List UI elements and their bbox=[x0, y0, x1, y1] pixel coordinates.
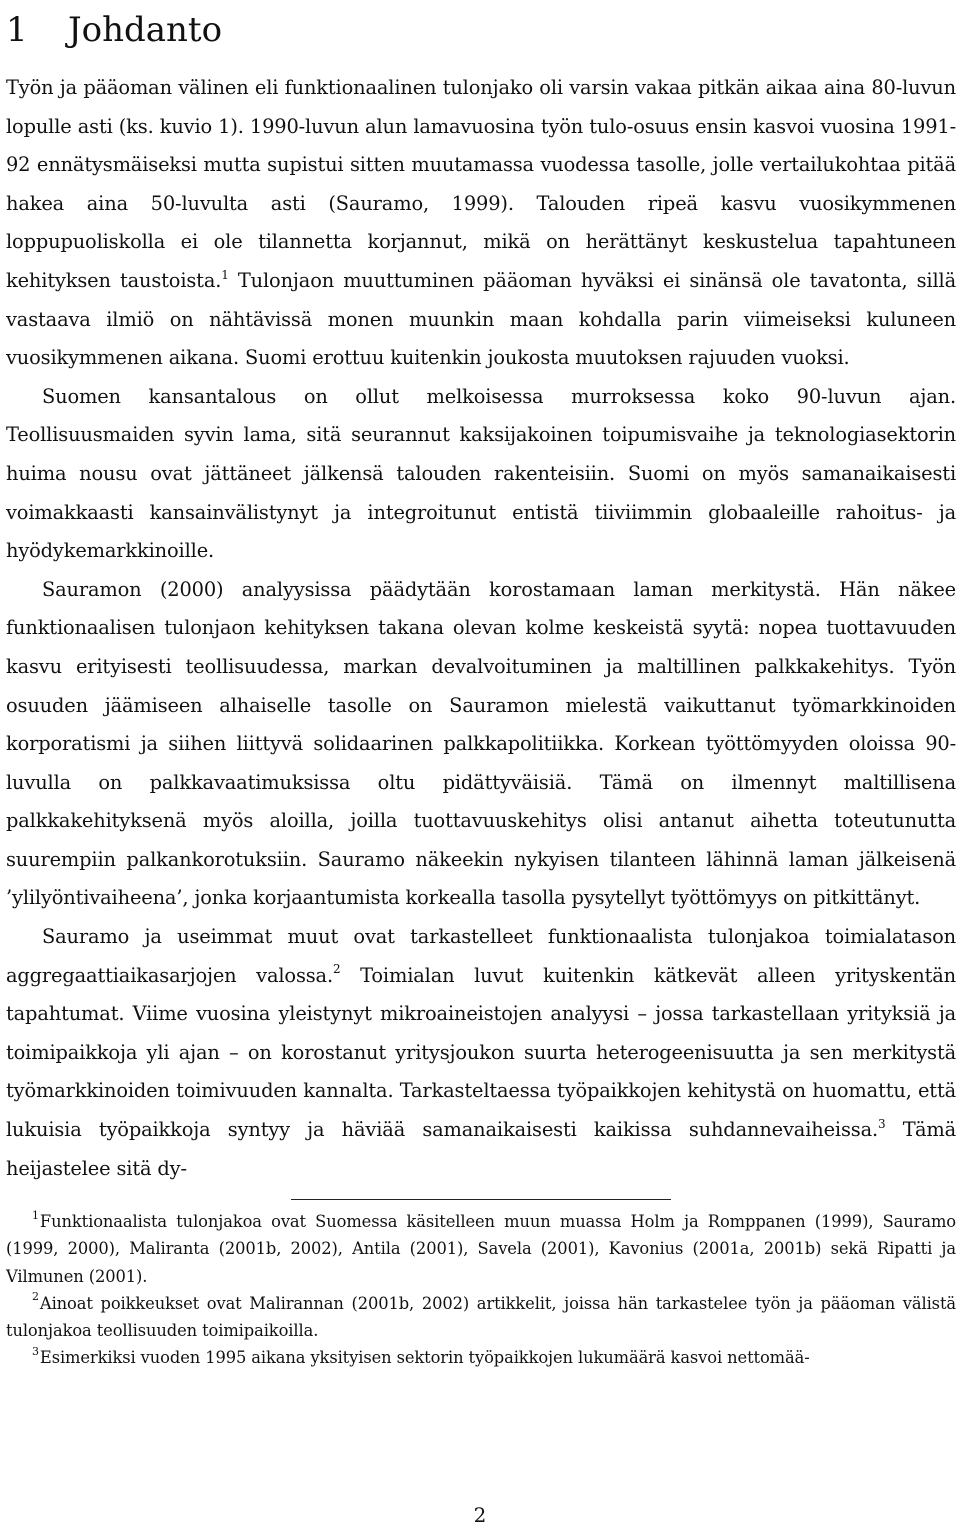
paragraph-text: Tulonjaon muuttuminen pääoman hyväksi ei sinänsä ole tavatonta, sillä vastaava ilmiö on nähtävissä monen muunkin maan kohdalla parin viimeiseksi kuluneen vuosikymmenen aikana. Suomi erottuu kuitenkin joukosta muutoksen rajuuden vuoksi. bbox=[6, 268, 956, 370]
paragraph-text: Suomen kansantalous on ollut melkoisessa murroksessa koko 90-luvun ajan. Teollisuusmaiden syvin lama, sitä seurannut kaksijakoinen toipumisvaihe ja teknologiasektorin huima nousu ovat jättäneet jälkensä talouden rakenteisiin. Suomi on myös samanaikaisesti voimakkaasti kansainvälistynyt ja integroitunut entistä tiiviimmin globaaleille rahoitus- ja hyödykemarkkinoille. bbox=[6, 384, 956, 563]
footnote-separator bbox=[291, 1199, 671, 1200]
document-page bbox=[6, 0, 956, 1371]
footnote bbox=[6, 1208, 956, 1290]
paragraph bbox=[6, 378, 956, 571]
footnote-reference[interactable]: 1 bbox=[221, 267, 229, 282]
footnote-reference[interactable]: 2 bbox=[332, 962, 341, 977]
footnote-text: Esimerkiksi vuoden 1995 aikana yksityisen sektorin työpaikkojen lukumäärä kasvoi nettomää- bbox=[39, 1348, 810, 1368]
section-heading bbox=[6, 0, 956, 60]
footnotes bbox=[6, 1208, 956, 1371]
footnote-mark: 1 bbox=[32, 1208, 39, 1222]
footnote-mark: 2 bbox=[32, 1290, 39, 1304]
paragraph-text: Sauramon (2000) analyysissa päädytään korostamaan laman merkitystä. Hän näkee funktionaalisen tulonjaon kehityksen takana olevan kolme keskeistä syytä: nopea tuottavuuden kasvu erityisesti teollisuudessa, markan devalvoituminen ja maltillinen palkkakehitys. Työn osuuden jäämiseen alhaiselle tasolle on Sauramon mielestä vaikuttanut työmarkkinoiden korporatismi ja siihen liittyvä solidaarinen palkkapolitiikka. Korkean työttömyyden oloissa 90-luvulla on palkkavaatimuksissa oltu pidättyväisiä. Tämä on ilmennyt maltillisena palkkakehityksenä myös aloilla, joilla tuottavuuskehitys olisi antanut aihetta toteutunutta suurempiin palkankorotuksiin. Sauramo näkeekin nykyisen tilanteen lähinnä laman jälkeisenä ’ylilyöntivaiheena’, jonka korjaantumista korkealla tasolla pysytellyt työttömyys on pitkittänyt. bbox=[6, 577, 956, 910]
section-title: Johdanto bbox=[68, 10, 223, 50]
body-text bbox=[6, 69, 956, 1188]
footnote-text: Ainoat poikkeukset ovat Malirannan (2001b, 2002) artikkelit, joissa hän tarkastelee työn ja pääoman välistä tulonjakoa teollisuuden toimipaikoilla. bbox=[6, 1293, 956, 1341]
paragraph-text: Tämä heijastelee sitä dy- bbox=[6, 1118, 957, 1180]
footnote-mark: 3 bbox=[32, 1344, 39, 1358]
paragraph bbox=[6, 69, 956, 378]
footnote bbox=[6, 1290, 956, 1344]
page-number: 2 bbox=[473, 1503, 487, 1527]
paragraph-text: Sauramo ja useimmat muut ovat tarkastelleet funktionaalista tulonjakoa toimialatason aggregaattiaikasarjojen valossa. bbox=[6, 925, 956, 987]
footnote bbox=[6, 1344, 956, 1371]
paragraph bbox=[6, 918, 956, 1188]
paragraph bbox=[6, 571, 956, 918]
paragraph-text: Toimialan luvut kuitenkin kätkevät alleen yrityskentän tapahtumat. Viime vuosina yleistynyt mikroaineistojen analyysi – jossa tarkastellaan yrityksiä ja toimipaikkoja yli ajan – on korostanut yritysjoukon suurta heterogeenisuutta ja sen merkitystä työmarkkinoiden toimivuuden kannalta. Tarkasteltaessa työpaikkojen kehitystä on huomattu, että lukuisia työpaikkoja syntyy ja häviää samanaikaisesti kaikissa suhdannevaiheissa. bbox=[6, 963, 956, 1142]
footnote-text: Funktionaalista tulonjakoa ovat Suomessa käsitelleen muun muassa Holm ja Romppanen (1999), Sauramo (1999, 2000), Maliranta (2001b, 2002), Antila (2001), Savela (2001), Kavonius (2001a, 2001b) sekä Ripatti ja Vilmunen (2001). bbox=[6, 1212, 956, 1286]
section-number: 1 bbox=[6, 10, 28, 50]
paragraph-text: Työn ja pääoman välinen eli funktionaalinen tulonjako oli varsin vakaa pitkän aikaa aina 80-luvun lopulle asti (ks. kuvio 1). 1990-luvun alun lamavuosina työn tulo-osuus ensin kasvoi vuosina 1991-92 ennätysmäiseksi mutta supistui sitten muutamassa vuodessa tasolle, jolle vertailukohtaa pitää hakea aina 50-luvulta asti (Sauramo, 1999). Talouden ripeä kasvu vuosikymmenen loppupuoliskolla ei ole tilannetta korjannut, mikä on herättänyt keskustelua tapahtuneen kehityksen taustoista. bbox=[6, 76, 956, 292]
footnote-reference[interactable]: 3 bbox=[878, 1116, 886, 1131]
